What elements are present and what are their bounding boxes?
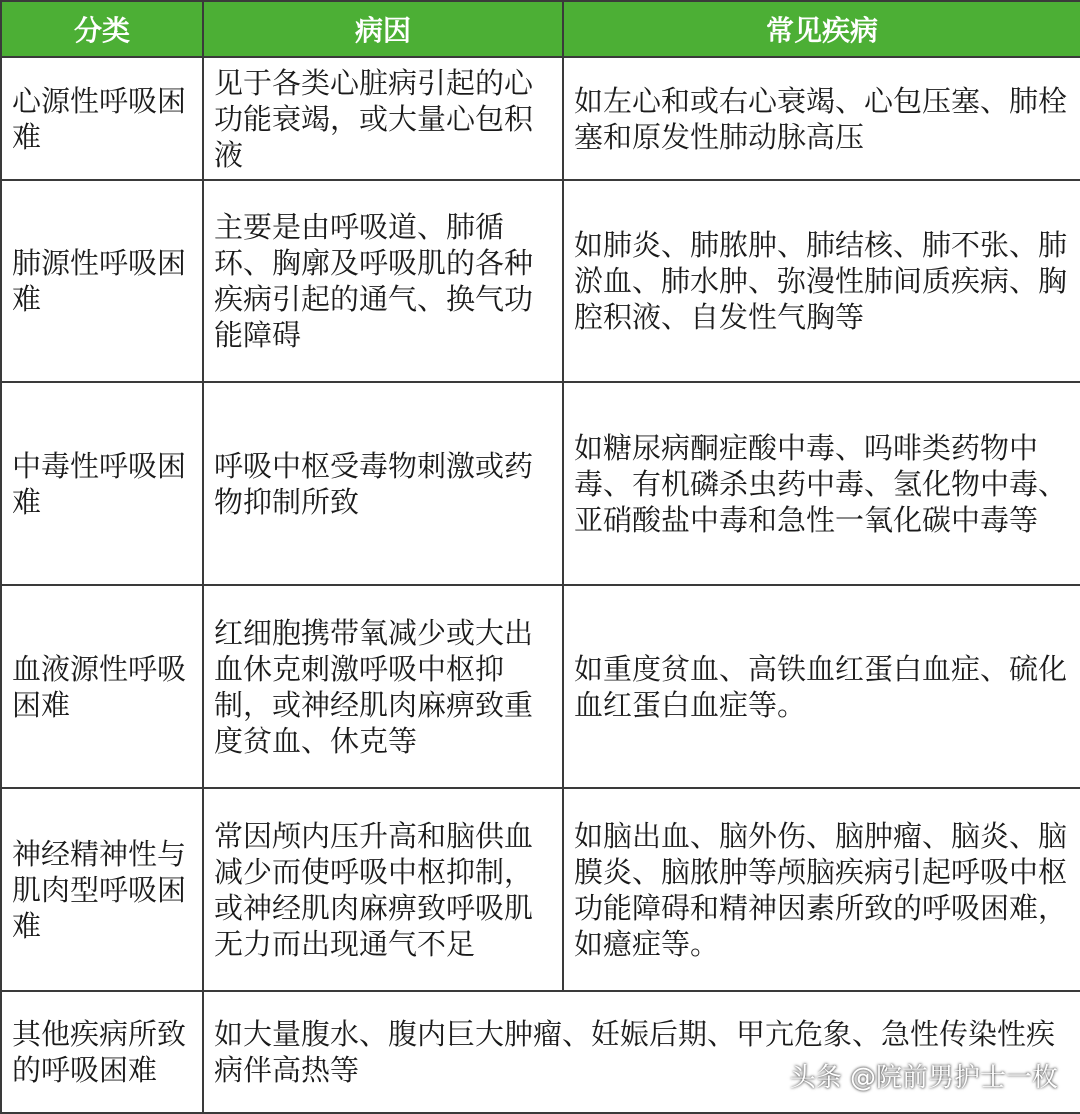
category-cell: 血液源性呼吸困难 bbox=[1, 585, 203, 788]
diseases-cell: 如糖尿病酮症酸中毒、吗啡类药物中毒、有机磷杀虫药中毒、氢化物中毒、亚硝酸盐中毒和急性一氧化碳中毒等 bbox=[563, 382, 1080, 585]
category-cell: 心源性呼吸困难 bbox=[1, 57, 203, 180]
cause-cell: 主要是由呼吸道、肺循环、胸廓及呼吸肌的各种疾病引起的通气、换气功能障碍 bbox=[203, 180, 563, 382]
cause-cell: 红细胞携带氧减少或大出血休克刺激呼吸中枢抑制，或神经肌肉麻痹致重度贫血、休克等 bbox=[203, 585, 563, 788]
table-row bbox=[1, 788, 1080, 991]
table-row bbox=[1, 180, 1080, 382]
table-row bbox=[1, 991, 1080, 1113]
table-row bbox=[1, 57, 1080, 180]
diseases-cell: 如脑出血、脑外伤、脑肿瘤、脑炎、脑膜炎、脑脓肿等颅脑疾病引起呼吸中枢功能障碍和精神因素所致的呼吸困难，如癔症等。 bbox=[563, 788, 1080, 991]
header-category: 分类 bbox=[1, 1, 203, 57]
cause-cell: 见于各类心脏病引起的心功能衰竭，或大量心包积液 bbox=[203, 57, 563, 180]
table-row bbox=[1, 585, 1080, 788]
header-diseases: 常见疾病 bbox=[563, 1, 1080, 57]
cause-cell: 呼吸中枢受毒物刺激或药物抑制所致 bbox=[203, 382, 563, 585]
category-cell: 中毒性呼吸困难 bbox=[1, 382, 203, 585]
header-row bbox=[1, 1, 1080, 57]
category-cell: 肺源性呼吸困难 bbox=[1, 180, 203, 382]
cause-cell: 常因颅内压升高和脑供血减少而使呼吸中枢抑制，或神经肌肉麻痹致呼吸肌无力而出现通气不足 bbox=[203, 788, 563, 991]
merged-cause-diseases-cell: 如大量腹水、腹内巨大肿瘤、妊娠后期、甲亢危象、急性传染性疾病伴高热等 bbox=[203, 991, 1080, 1113]
table-row bbox=[1, 382, 1080, 585]
watermark: 头条 @院前男护士一枚 bbox=[789, 1063, 1058, 1093]
diseases-cell: 如重度贫血、高铁血红蛋白血症、硫化血红蛋白血症等。 bbox=[563, 585, 1080, 788]
category-cell: 神经精神性与肌肉型呼吸困难 bbox=[1, 788, 203, 991]
diseases-cell: 如肺炎、肺脓肿、肺结核、肺不张、肺淤血、肺水肿、弥漫性肺间质疾病、胸腔积液、自发性气胸等 bbox=[563, 180, 1080, 382]
category-cell: 其他疾病所致的呼吸困难 bbox=[1, 991, 203, 1113]
diseases-cell: 如左心和或右心衰竭、心包压塞、肺栓塞和原发性肺动脉高压 bbox=[563, 57, 1080, 180]
header-cause: 病因 bbox=[203, 1, 563, 57]
